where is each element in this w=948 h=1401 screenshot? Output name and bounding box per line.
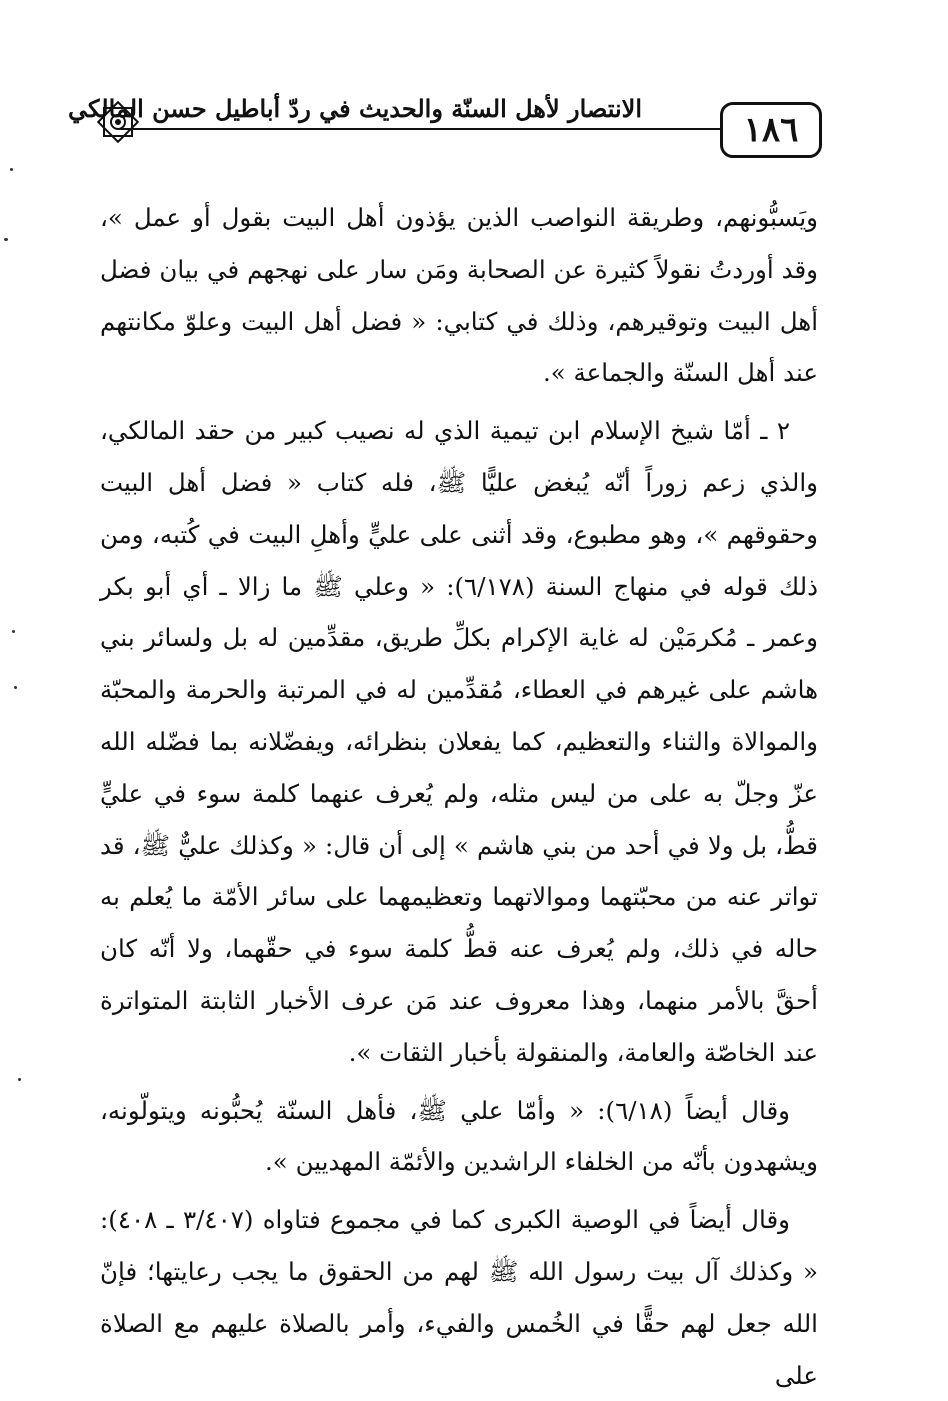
page-number: ١٨٦ <box>720 102 822 158</box>
scan-speck <box>10 168 13 171</box>
paragraph-2: ٢ ـ أمّا شيخ الإسلام ابن تيمية الذي له نصيب كبير من حقد المالكي، والذي زعم زوراً أنّه يُبغض عليًّا ﷺ، فله كتاب « فضل أهل البيت وحقوقهم »، وهو مطبوع، وقد أثنى على عليٍّ وأهلِ البيت في كُتبه، ومن ذلك قوله في منهاج السنة (٦/١٧٨): « وعلي ﷺ ما زالا ـ أي أبو بكر وعمر ـ مُكرمَيْن له غاية الإكرام بكلِّ طريق، مقدِّمين له بل ولسائر بني هاشم على غيرهم في العطاء، مُقدِّمين له في المرتبة والحرمة والمحبّة والموالاة والثناء والتعظيم، كما يفعلان بنظرائه، ويفضّلانه بما فضّله الله عزّ وجلّ به على من ليس مثله، ولم يُعرف عنهما كلمة سوء في عليٍّ قطُّ، بل ولا في أحد من بني هاشم » إلى أن قال: « وكذلك عليٌّ ﷺ، قد تواتر عنه من محبّتهما وموالاتهما وتعظيمهما على سائر الأمّة ما يُعلم به حاله في ذلك، ولم يُعرف عنه قطُّ كلمة سوء في حقّهما، ولا أنّه كان أحقَّ بالأمر منهما، وهذا معروف عند مَن عرف الأخبار الثابتة المتواترة عند الخاصّة والعامة، والمنقولة بأخبار الثقات ». <box>100 416 818 1067</box>
header-rule <box>120 128 720 130</box>
paragraph-4: وقال أيضاً في الوصية الكبرى كما في مجموع فتاواه (٣/٤٠٧ ـ ٤٠٨): « وكذلك آل بيت رسول الله ﷺ لهم من الحقوق ما يجب رعايتها؛ فإنّ الله جعل لهم حقًّا في الخُمس والفيء، وأمر بالصلاة عليهم مع الصلاة على <box>100 1205 818 1390</box>
paragraph-3: وقال أيضاً (٦/١٨): « وأمّا علي ﷺ، فأهل السنّة يُحبُّونه ويتولّونه، ويشهدون بأنّه من الخلفاء الراشدين والأئمّة المهديين ». <box>100 1095 818 1177</box>
scan-speck <box>14 686 17 689</box>
scan-speck <box>12 630 15 633</box>
scan-speck <box>4 238 8 241</box>
body-text <box>100 192 818 1401</box>
page-header <box>68 80 822 160</box>
running-title: الانتصار لأهل السنّة والحديث في ردّ أباطيل حسن المالكي <box>68 94 642 123</box>
scan-speck <box>18 1078 21 1081</box>
paragraph-1: ويَسبُّونهم، وطريقة النواصب الذين يؤذون أهل البيت بقول أو عمل »، وقد أوردتُ نقولاً كثيرة عن الصحابة ومَن سار على نهجهم في بيان فضل أهل البيت وتوقيرهم، وذلك في كتابي: « فضل أهل البيت وعلوّ مكانتهم عند أهل السنّة والجماعة ». <box>100 203 818 388</box>
